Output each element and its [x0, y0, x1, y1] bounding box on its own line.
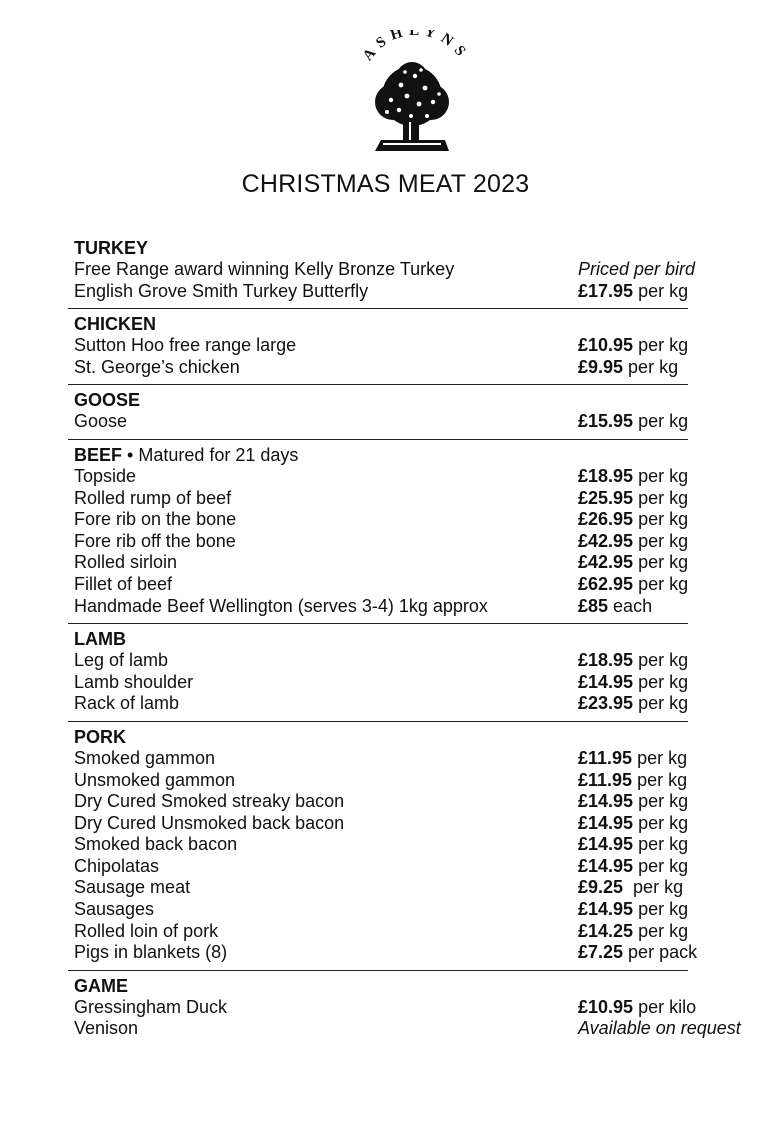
price-unit: per kg — [633, 671, 689, 692]
price-unit: per pack — [623, 942, 698, 963]
section-heading — [74, 726, 688, 748]
item-name: Smoked gammon — [74, 747, 216, 768]
price-amount: £7.25 — [578, 942, 624, 963]
item-price — [578, 791, 688, 813]
price-amount: £10.95 — [578, 996, 634, 1017]
price-amount: £14.95 — [578, 671, 634, 692]
item-price — [578, 748, 688, 770]
price-amount: £9.25 — [578, 877, 624, 898]
menu-item — [74, 921, 688, 943]
price-unit: per kg — [633, 530, 689, 551]
item-price — [578, 942, 697, 964]
item-name: Dry Cured Smoked streaky bacon — [74, 791, 345, 812]
price-amount: £42.95 — [578, 552, 634, 573]
price-unit: per kg — [632, 747, 688, 768]
menu-item — [74, 877, 688, 899]
section-title: GAME — [74, 975, 128, 996]
price-unit: per kg — [633, 899, 689, 920]
item-price — [578, 899, 688, 921]
item-price — [578, 509, 688, 531]
menu-item — [74, 813, 688, 835]
item-name: Fore rib on the bone — [74, 509, 237, 530]
item-price — [578, 488, 688, 510]
brand-logo — [341, 30, 481, 160]
menu-item — [74, 748, 688, 770]
price-amount: £10.95 — [578, 335, 634, 356]
menu-item — [74, 466, 688, 488]
price-amount: £17.95 — [578, 280, 634, 301]
item-name: Free Range award winning Kelly Bronze Turkey — [74, 259, 455, 279]
price-unit: per kg — [633, 280, 689, 301]
item-name: Rolled rump of beef — [74, 487, 232, 508]
price-amount: £11.95 — [578, 747, 633, 768]
section-game — [68, 971, 741, 1046]
price-unit: per kg — [633, 465, 689, 486]
section-heading — [74, 313, 688, 335]
price-unit: per kg — [623, 877, 684, 898]
item-price — [578, 411, 688, 433]
price-unit: per kg — [633, 573, 689, 594]
item-name: Sutton Hoo free range large — [74, 335, 297, 356]
item-price — [578, 997, 696, 1019]
price-unit: per kilo — [633, 996, 697, 1017]
price-amount: £14.25 — [578, 920, 634, 941]
price-unit: per kg — [632, 769, 688, 790]
brand-name: ASHLYNS — [360, 30, 473, 64]
tree-logo-icon — [341, 30, 481, 160]
price-unit: per kg — [633, 834, 689, 855]
menu-item — [74, 259, 696, 281]
item-price — [578, 259, 695, 281]
menu-item — [74, 693, 688, 715]
item-name: Rolled loin of pork — [74, 920, 219, 941]
menu-item — [74, 488, 688, 510]
item-price — [578, 552, 688, 574]
item-name: Rack of lamb — [74, 693, 180, 714]
item-name: St. George’s chicken — [74, 356, 240, 377]
menu-item — [74, 1018, 741, 1040]
menu-item — [74, 834, 688, 856]
price-unit: per kg — [633, 335, 689, 356]
section-turkey — [68, 233, 696, 309]
menu-item — [74, 574, 688, 596]
price-unit: per kg — [633, 650, 689, 671]
price-amount: £9.95 — [578, 356, 624, 377]
section-heading — [74, 975, 688, 997]
item-price — [578, 650, 688, 672]
menu-item — [74, 791, 688, 813]
item-name: English Grove Smith Turkey Butterfly — [74, 280, 369, 301]
price-unit: per kg — [633, 855, 689, 876]
item-name: Topside — [74, 465, 137, 486]
price-unit: per kg — [633, 693, 689, 714]
price-unit: per kg — [633, 791, 689, 812]
price-amount: £25.95 — [578, 487, 634, 508]
item-price — [578, 672, 688, 694]
item-name: Smoked back bacon — [74, 834, 238, 855]
menu-item — [74, 357, 688, 379]
price-amount: £18.95 — [578, 465, 634, 486]
item-name: Gressingham Duck — [74, 996, 228, 1017]
item-name: Fillet of beef — [74, 573, 173, 594]
page-title: CHRISTMAS MEAT 2023 — [241, 170, 530, 198]
price-amount: £11.95 — [578, 769, 633, 790]
item-price — [578, 466, 688, 488]
item-name: Sausages — [74, 899, 155, 920]
price-unit: each — [608, 595, 653, 616]
price-unit: per kg — [623, 356, 679, 377]
item-price — [578, 921, 688, 943]
price-list — [68, 233, 741, 1046]
menu-item — [74, 281, 688, 303]
menu-item — [74, 672, 688, 694]
section-title: BEEF — [74, 444, 123, 465]
price-unit: per kg — [633, 509, 689, 530]
item-price — [578, 813, 688, 835]
price-amount: £14.95 — [578, 812, 634, 833]
price-amount: £62.95 — [578, 573, 634, 594]
item-name: Dry Cured Unsmoked back bacon — [74, 812, 345, 833]
price-unit: per kg — [633, 812, 689, 833]
menu-item — [74, 856, 688, 878]
price-amount: £26.95 — [578, 509, 634, 530]
item-price — [578, 335, 688, 357]
price-amount: £42.95 — [578, 530, 634, 551]
item-price — [578, 281, 688, 303]
item-name: Handmade Beef Wellington (serves 3-4) 1kg approx — [74, 595, 488, 616]
section-goose — [68, 385, 688, 440]
item-price — [578, 1018, 745, 1040]
price-amount: £14.95 — [578, 855, 634, 876]
menu-item — [74, 770, 688, 792]
price-amount: £14.95 — [578, 834, 634, 855]
item-name: Goose — [74, 411, 128, 432]
item-name: Leg of lamb — [74, 650, 169, 671]
item-price — [578, 574, 688, 596]
price-amount: £14.95 — [578, 899, 634, 920]
item-price — [578, 856, 688, 878]
menu-item — [74, 335, 688, 357]
section-title: LAMB — [74, 629, 126, 650]
item-price — [578, 770, 688, 792]
section-chicken — [68, 309, 688, 385]
menu-item — [74, 942, 698, 964]
item-name: Chipolatas — [74, 855, 160, 876]
item-price — [578, 834, 688, 856]
item-name: Unsmoked gammon — [74, 769, 236, 790]
section-title: GOOSE — [74, 390, 141, 411]
section-heading — [74, 389, 688, 411]
section-beef — [68, 440, 688, 624]
section-heading — [74, 237, 688, 259]
menu-item — [74, 996, 697, 1019]
section-title: CHICKEN — [74, 314, 157, 335]
item-name: Sausage meat — [74, 877, 191, 898]
item-price — [578, 357, 688, 379]
menu-item — [74, 509, 688, 531]
price-unit: per kg — [633, 411, 689, 432]
price-amount: £15.95 — [578, 411, 634, 432]
item-price — [578, 531, 688, 553]
price-amount: £23.95 — [578, 693, 634, 714]
menu-item — [74, 899, 688, 921]
price-amount: £14.95 — [578, 791, 634, 812]
price-unit: Priced per bird — [578, 259, 696, 279]
section-lamb — [68, 624, 688, 722]
section-pork — [68, 722, 698, 971]
section-note: • Matured for 21 days — [122, 444, 299, 465]
price-unit: per kg — [633, 487, 689, 508]
price-amount: £85 — [578, 595, 609, 616]
svg-text:ASHLYNS — [360, 30, 472, 64]
item-price — [578, 693, 688, 715]
item-price — [578, 596, 688, 618]
price-amount: £18.95 — [578, 650, 634, 671]
section-heading — [74, 628, 688, 650]
item-price — [578, 877, 688, 899]
menu-item — [74, 552, 688, 574]
price-unit: per kg — [633, 920, 689, 941]
section-heading — [74, 444, 688, 466]
menu-item — [74, 596, 688, 618]
price-unit: per kg — [633, 552, 689, 573]
menu-item — [74, 650, 688, 672]
section-title: TURKEY — [74, 238, 149, 258]
item-name: Fore rib off the bone — [74, 530, 236, 551]
section-title: PORK — [74, 726, 127, 747]
menu-item — [74, 411, 688, 433]
price-unit: Available on request — [578, 1018, 741, 1039]
menu-item — [74, 531, 688, 553]
item-name: Pigs in blankets (8) — [74, 942, 228, 963]
item-name: Venison — [74, 1018, 139, 1039]
item-name: Lamb shoulder — [74, 671, 194, 692]
item-name: Rolled sirloin — [74, 552, 178, 573]
